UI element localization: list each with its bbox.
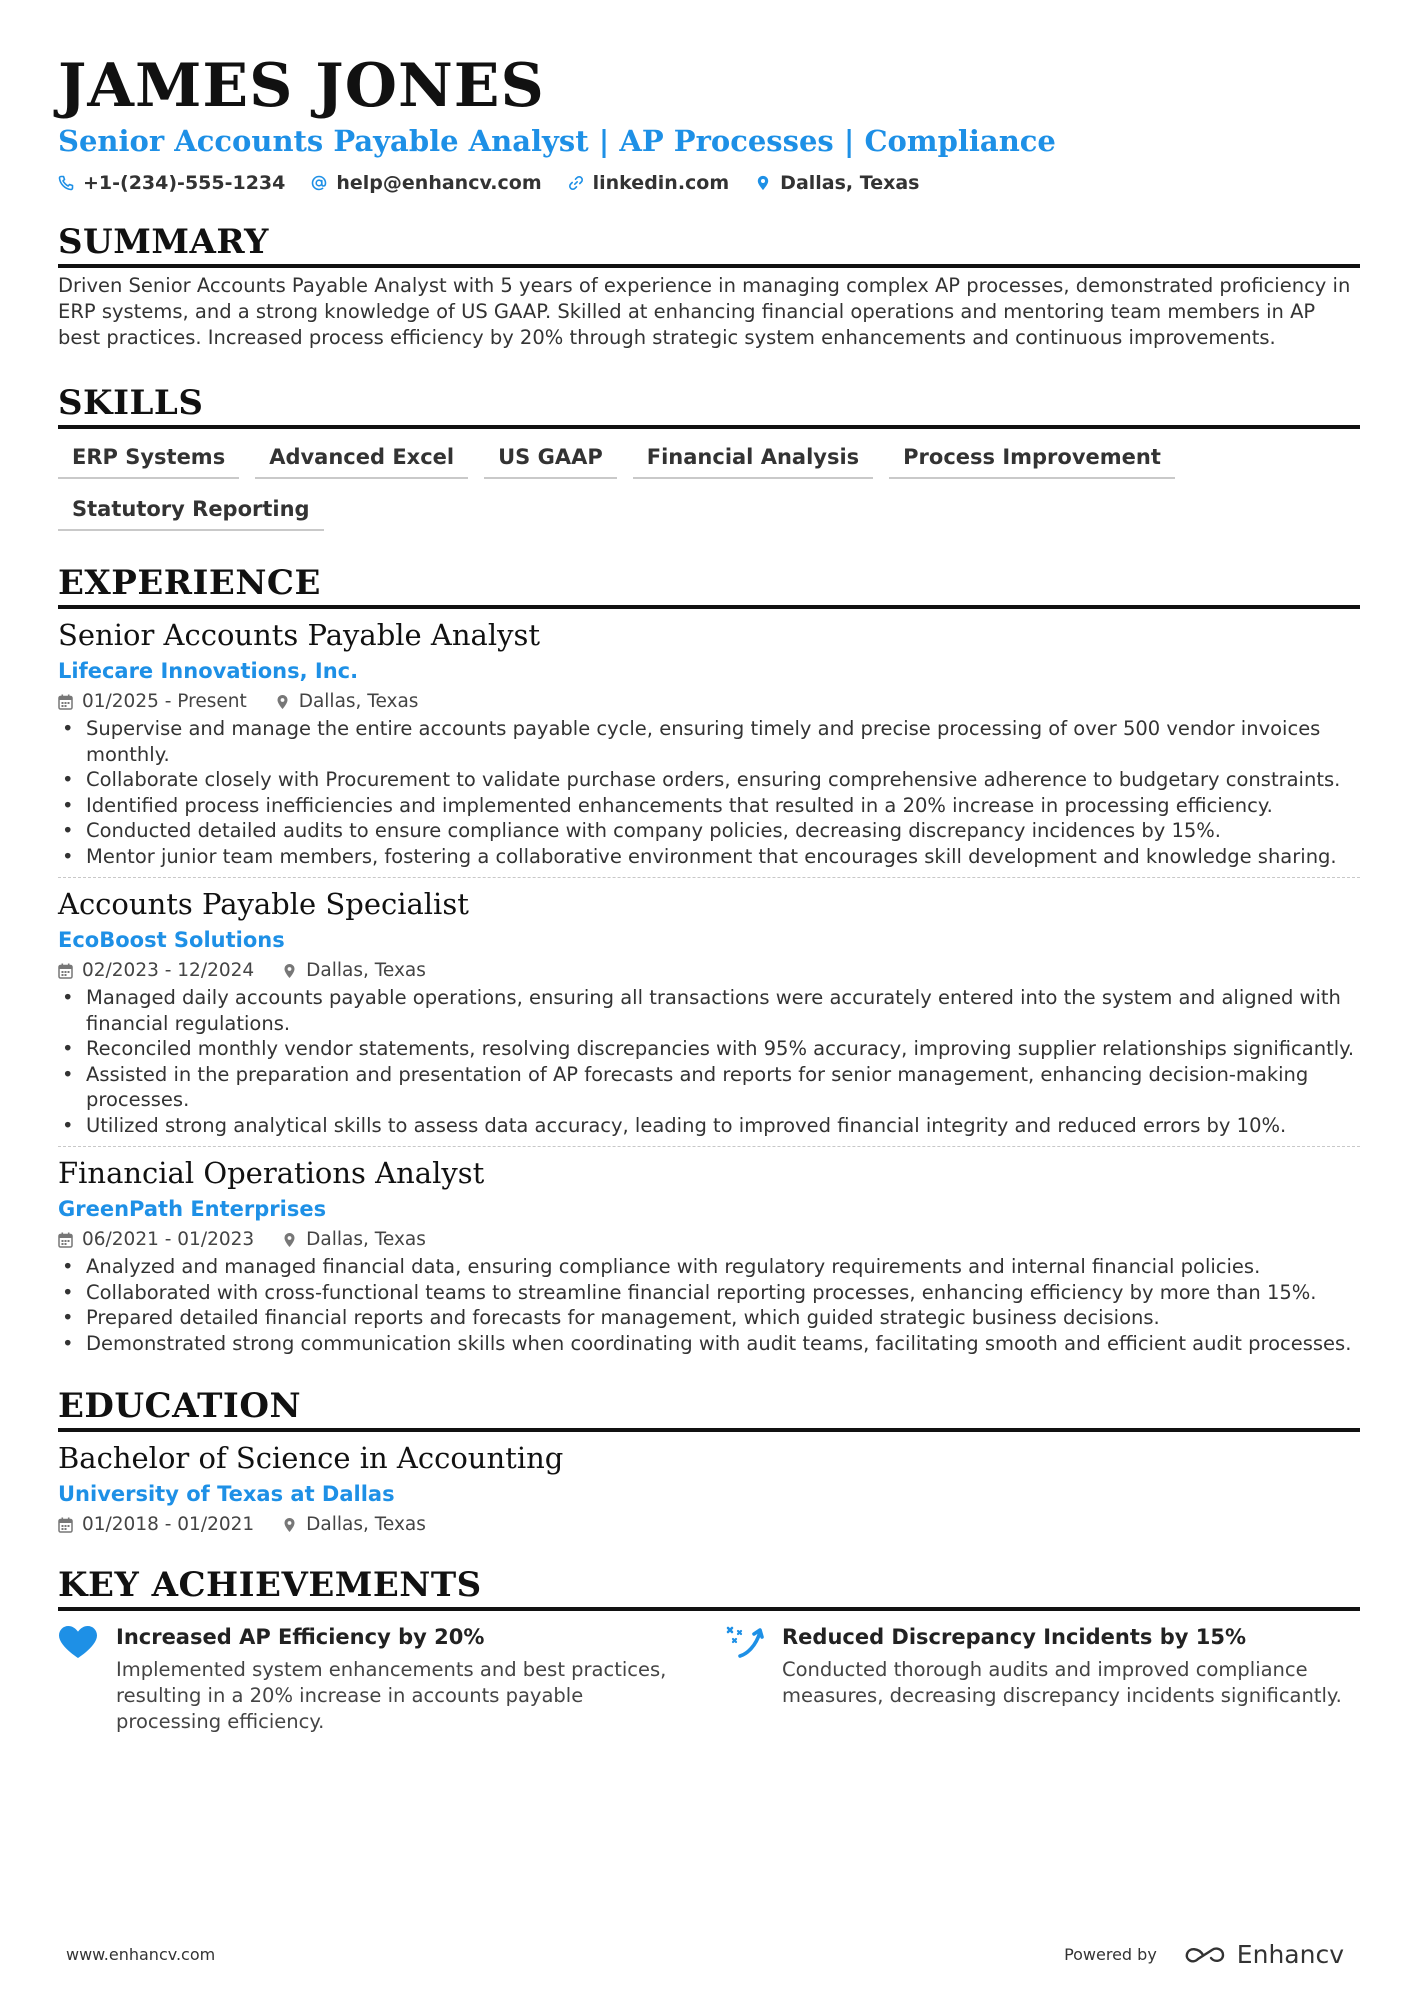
powered-by-label: Powered by [1064, 1945, 1157, 1964]
job-meta [58, 691, 1360, 712]
degree-title: Bachelor of Science in Accounting [58, 1441, 564, 1475]
job-bullet: • Collaborated with cross-functional teams to streamline financial reporting processes, enhancing efficiency by more than 15%. [58, 1280, 1360, 1306]
achievement-body [116, 1623, 694, 1735]
job-dates [58, 1229, 254, 1250]
job-entry [58, 886, 1360, 1147]
job-title: Senior Accounts Payable Analyst [58, 618, 541, 652]
calendar-icon [58, 963, 73, 979]
resume-page [58, 50, 1360, 1735]
skill-tag: Financial Analysis [633, 439, 873, 479]
job-bullet: • Conducted detailed audits to ensure compliance with company policies, decreasing discrepancy incidences by 15%. [58, 818, 1360, 844]
job-meta [58, 960, 1360, 981]
skill-tag: Statutory Reporting [58, 491, 324, 531]
skill-tag: Advanced Excel [255, 439, 468, 479]
achievements-section [58, 1565, 1360, 1735]
achievement-item [724, 1623, 1360, 1735]
summary-title: SUMMARY [58, 222, 1360, 268]
map-pin-icon [282, 1517, 297, 1533]
skills-list [58, 439, 1360, 531]
job-location [275, 691, 419, 712]
job-bullet: • Mentor junior team members, fostering a collaborative environment that encourages skill development and knowledge sharing. [58, 844, 1360, 870]
job-bullet: • Identified process inefficiencies and implemented enhancements that resulted in a 20% increase in processing efficiency. [58, 793, 1360, 819]
link-icon [568, 175, 584, 191]
job-bullet: • Utilized strong analytical skills to assess data accuracy, leading to improved financial integrity and reduced errors by 10%. [58, 1113, 1360, 1139]
summary-text: Driven Senior Accounts Payable Analyst with 5 years of experience in managing complex AP processes, demonstrated proficiency in ERP systems, and a strong knowledge of US GAAP. Skilled at enhancing financial operations and mentoring team members in AP best practices. Increased process efficiency by 20% through strategic system enhancements and continuous improvements. [58, 274, 1351, 349]
job-company: GreenPath Enterprises [58, 1197, 327, 1221]
contact-phone[interactable] [58, 172, 285, 194]
job-location-text: Dallas, Texas [298, 691, 419, 712]
job-bullet: • Analyzed and managed financial data, ensuring compliance with regulatory requirements and internal financial policies. [58, 1254, 1360, 1280]
calendar-icon [58, 694, 73, 710]
achievement-title: Increased AP Efficiency by 20% [116, 1625, 485, 1649]
job-entry [58, 1155, 1360, 1364]
map-pin-icon [275, 694, 290, 710]
magic-wand-icon [724, 1623, 768, 1735]
map-pin-icon [282, 963, 297, 979]
job-title: Financial Operations Analyst [58, 1156, 485, 1190]
skill-tag: Process Improvement [889, 439, 1175, 479]
job-bullet: • Demonstrated strong communication skills when coordinating with audit teams, facilitating smooth and efficient audit processes. [58, 1331, 1360, 1357]
education-entry [58, 1440, 1360, 1543]
achievement-desc: Implemented system enhancements and best practices, resulting in a 20% increase in accounts payable processing efficiency. [116, 1658, 667, 1733]
location-text: Dallas, Texas [780, 172, 920, 194]
job-dates-text: 02/2023 - 12/2024 [82, 960, 255, 981]
job-title: Accounts Payable Specialist [58, 887, 469, 921]
achievement-desc: Conducted thorough audits and improved compliance measures, decreasing discrepancy incidents significantly. [782, 1658, 1342, 1707]
job-bullet: • Reconciled monthly vendor statements, resolving discrepancies with 95% accuracy, improving supplier relationships significantly. [58, 1036, 1360, 1062]
linkedin-text: linkedin.com [592, 172, 730, 194]
achievement-item [58, 1623, 694, 1735]
contact-location [755, 172, 919, 194]
job-location-text: Dallas, Texas [306, 1229, 426, 1250]
job-bullets [58, 1254, 1360, 1356]
job-bullet: • Managed daily accounts payable operations, ensuring all transactions were accurately entered into the system and aligned with financial regulations. [58, 985, 1360, 1036]
calendar-icon [58, 1232, 73, 1248]
job-bullet: • Collaborate closely with Procurement to validate purchase orders, ensuring comprehensive adherence to budgetary constraints. [58, 767, 1360, 793]
footer-brand [1064, 1940, 1344, 1969]
candidate-name: JAMES JONES [58, 51, 545, 121]
job-dates [58, 691, 247, 712]
job-bullets [58, 985, 1360, 1138]
job-dates-text: 01/2025 - Present [82, 691, 247, 712]
achievements-list [58, 1623, 1360, 1735]
phone-icon [58, 175, 74, 191]
education-meta [58, 1514, 1360, 1535]
contact-bar [58, 172, 1360, 194]
skills-title: SKILLS [58, 383, 1360, 429]
education-section [58, 1386, 1360, 1543]
education-location [282, 1514, 426, 1535]
achievement-body [782, 1623, 1360, 1735]
footer-website[interactable]: www.enhancv.com [66, 1945, 216, 1964]
job-bullet: • Assisted in the preparation and presentation of AP forecasts and reports for senior management, enhancing decision-making processes. [58, 1062, 1360, 1113]
job-bullet: • Supervise and manage the entire accounts payable cycle, ensuring timely and precise processing of over 500 vendor invoices monthly. [58, 716, 1360, 767]
skill-tag: US GAAP [484, 439, 617, 479]
job-meta [58, 1229, 1360, 1250]
email-text: help@enhancv.com [336, 172, 542, 194]
job-location [282, 1229, 426, 1250]
job-location-text: Dallas, Texas [306, 960, 426, 981]
brand-logo[interactable] [1183, 1940, 1344, 1969]
job-location [282, 960, 426, 981]
achievements-title: KEY ACHIEVEMENTS [58, 1565, 1360, 1611]
experience-section [58, 563, 1360, 1364]
school-name: University of Texas at Dallas [58, 1482, 395, 1506]
education-dates-text: 01/2018 - 01/2021 [82, 1514, 255, 1535]
job-company: Lifecare Innovations, Inc. [58, 659, 359, 683]
achievement-title: Reduced Discrepancy Incidents by 15% [782, 1625, 1246, 1649]
education-location-text: Dallas, Texas [306, 1514, 426, 1535]
job-entry [58, 617, 1360, 878]
contact-email[interactable] [311, 172, 541, 194]
education-title: EDUCATION [58, 1386, 1360, 1432]
contact-linkedin[interactable] [568, 172, 730, 194]
job-bullets [58, 716, 1360, 869]
brand-name: Enhancv [1236, 1940, 1344, 1969]
phone-text: +1-(234)-555-1234 [83, 172, 286, 194]
education-dates [58, 1514, 254, 1535]
summary-section [58, 222, 1360, 351]
map-pin-icon [755, 175, 771, 191]
job-bullet: • Prepared detailed financial reports and forecasts for management, which guided strategic business decisions. [58, 1305, 1360, 1331]
job-dates-text: 06/2021 - 01/2023 [82, 1229, 255, 1250]
experience-title: EXPERIENCE [58, 563, 1360, 609]
job-dates [58, 960, 254, 981]
job-company: EcoBoost Solutions [58, 928, 285, 952]
map-pin-icon [282, 1232, 297, 1248]
footer [66, 1940, 1344, 1969]
at-icon [311, 175, 327, 191]
enhancv-logo-icon [1183, 1944, 1227, 1966]
skills-section [58, 383, 1360, 531]
heart-icon [58, 1623, 102, 1735]
calendar-icon [58, 1517, 73, 1533]
skill-tag: ERP Systems [58, 439, 239, 479]
candidate-headline: Senior Accounts Payable Analyst | AP Processes | Compliance [58, 124, 1056, 158]
